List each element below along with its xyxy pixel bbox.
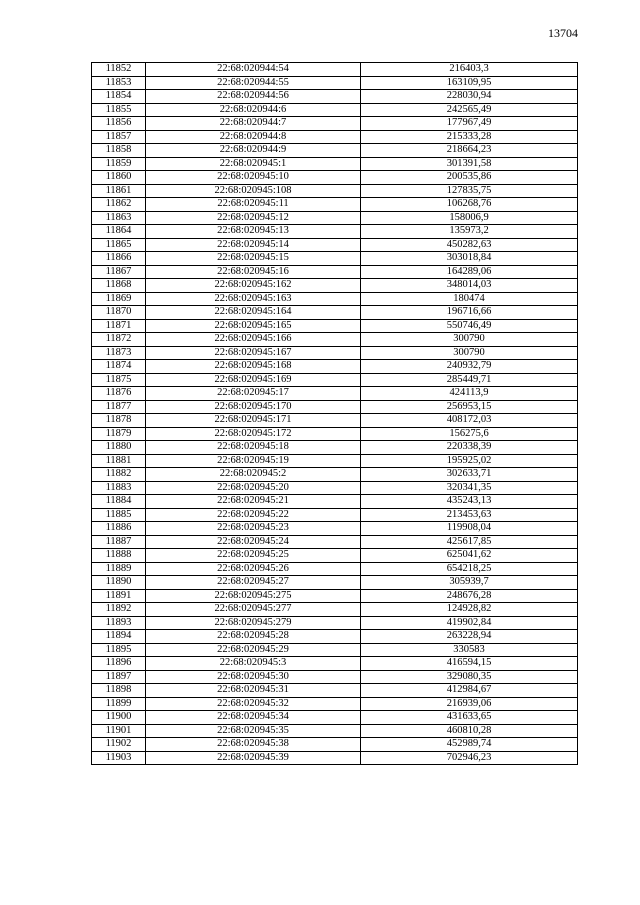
table-row [92,576,578,590]
cadastral-value-cell: 124928,82 [361,603,578,617]
cadastral-number-cell: 22:68:020945:164 [146,306,361,320]
row-number-cell: 11871 [92,319,146,333]
row-number-cell: 11860 [92,171,146,185]
row-number-cell: 11855 [92,103,146,117]
cadastral-value-cell: 127835,75 [361,184,578,198]
row-number-cell: 11896 [92,657,146,671]
cadastral-value-cell: 263228,94 [361,630,578,644]
row-number-cell: 11875 [92,373,146,387]
table-row [92,252,578,266]
cadastral-number-cell: 22:68:020945:39 [146,751,361,765]
cadastral-number-cell: 22:68:020945:171 [146,414,361,428]
cadastral-number-cell: 22:68:020945:170 [146,400,361,414]
cadastral-value-cell: 215333,28 [361,130,578,144]
table-row [92,157,578,171]
cadastral-number-cell: 22:68:020945:34 [146,711,361,725]
table-row [92,265,578,279]
cadastral-value-cell: 213453,63 [361,508,578,522]
cadastral-number-cell: 22:68:020945:172 [146,427,361,441]
table-row [92,535,578,549]
table-row [92,225,578,239]
table-row [92,657,578,671]
row-number-cell: 11887 [92,535,146,549]
cadastral-value-cell: 196716,66 [361,306,578,320]
row-number-cell: 11852 [92,63,146,77]
cadastral-value-cell: 329080,35 [361,670,578,684]
row-number-cell: 11900 [92,711,146,725]
cadastral-number-cell: 22:68:020945:165 [146,319,361,333]
row-number-cell: 11853 [92,76,146,90]
cadastral-number-cell: 22:68:020945:16 [146,265,361,279]
table-row [92,292,578,306]
cadastral-value-cell: 158006,9 [361,211,578,225]
table-row [92,360,578,374]
row-number-cell: 11884 [92,495,146,509]
cadastral-value-cell: 419902,84 [361,616,578,630]
row-number-cell: 11877 [92,400,146,414]
cadastral-number-cell: 22:68:020945:2 [146,468,361,482]
table-row [92,670,578,684]
cadastral-value-cell: 625041,62 [361,549,578,563]
cadastral-number-cell: 22:68:020944:7 [146,117,361,131]
cadastral-value-cell: 301391,58 [361,157,578,171]
table-row [92,481,578,495]
cadastral-value-cell: 412984,67 [361,684,578,698]
cadastral-value-cell: 305939,7 [361,576,578,590]
cadastral-value-cell: 164289,06 [361,265,578,279]
table-row [92,198,578,212]
cadastral-value-cell: 240932,79 [361,360,578,374]
cadastral-value-cell: 180474 [361,292,578,306]
cadastral-number-cell: 22:68:020945:28 [146,630,361,644]
row-number-cell: 11889 [92,562,146,576]
row-number-cell: 11903 [92,751,146,765]
row-number-cell: 11902 [92,738,146,752]
cadastral-value-cell: 460810,28 [361,724,578,738]
cadastral-value-cell: 320341,35 [361,481,578,495]
cadastral-value-cell: 452989,74 [361,738,578,752]
cadastral-value-cell: 248676,28 [361,589,578,603]
cadastral-number-cell: 22:68:020945:24 [146,535,361,549]
row-number-cell: 11878 [92,414,146,428]
row-number-cell: 11892 [92,603,146,617]
row-number-cell: 11865 [92,238,146,252]
row-number-cell: 11876 [92,387,146,401]
cadastral-number-cell: 22:68:020945:15 [146,252,361,266]
row-number-cell: 11861 [92,184,146,198]
row-number-cell: 11856 [92,117,146,131]
cadastral-value-cell: 106268,76 [361,198,578,212]
table-row [92,495,578,509]
cadastral-number-cell: 22:68:020945:30 [146,670,361,684]
table-row [92,373,578,387]
table-row [92,387,578,401]
table-row [92,630,578,644]
row-number-cell: 11869 [92,292,146,306]
cadastral-number-cell: 22:68:020945:166 [146,333,361,347]
cadastral-number-cell: 22:68:020945:19 [146,454,361,468]
table-row [92,211,578,225]
cadastral-value-cell: 135973,2 [361,225,578,239]
row-number-cell: 11872 [92,333,146,347]
row-number-cell: 11873 [92,346,146,360]
cadastral-value-cell: 330583 [361,643,578,657]
table-row [92,63,578,77]
row-number-cell: 11866 [92,252,146,266]
cadastral-value-cell: 216403,3 [361,63,578,77]
table-row [92,103,578,117]
table-row [92,306,578,320]
cadastral-value-table [91,62,578,765]
cadastral-value-cell: 216939,06 [361,697,578,711]
cadastral-value-cell: 228030,94 [361,90,578,104]
row-number-cell: 11881 [92,454,146,468]
cadastral-value-cell: 302633,71 [361,468,578,482]
cadastral-number-cell: 22:68:020945:17 [146,387,361,401]
table-row [92,400,578,414]
cadastral-number-cell: 22:68:020945:14 [146,238,361,252]
table-row [92,117,578,131]
cadastral-value-cell: 654218,25 [361,562,578,576]
row-number-cell: 11886 [92,522,146,536]
row-number-cell: 11890 [92,576,146,590]
cadastral-number-cell: 22:68:020945:32 [146,697,361,711]
cadastral-number-cell: 22:68:020945:27 [146,576,361,590]
row-number-cell: 11888 [92,549,146,563]
cadastral-value-cell: 200535,86 [361,171,578,185]
row-number-cell: 11867 [92,265,146,279]
cadastral-value-cell: 220338,39 [361,441,578,455]
cadastral-value-cell: 156275,6 [361,427,578,441]
table-row [92,684,578,698]
row-number-cell: 11885 [92,508,146,522]
row-number-cell: 11864 [92,225,146,239]
cadastral-value-cell: 218664,23 [361,144,578,158]
row-number-cell: 11893 [92,616,146,630]
table-row [92,279,578,293]
table-row [92,643,578,657]
row-number-cell: 11857 [92,130,146,144]
cadastral-number-cell: 22:68:020945:108 [146,184,361,198]
cadastral-value-cell: 416594,15 [361,657,578,671]
cadastral-number-cell: 22:68:020944:54 [146,63,361,77]
cadastral-number-cell: 22:68:020945:21 [146,495,361,509]
row-number-cell: 11854 [92,90,146,104]
row-number-cell: 11868 [92,279,146,293]
table-row [92,130,578,144]
row-number-cell: 11863 [92,211,146,225]
cadastral-number-cell: 22:68:020944:6 [146,103,361,117]
cadastral-value-cell: 300790 [361,333,578,347]
table-row [92,603,578,617]
table-row [92,522,578,536]
cadastral-value-cell: 550746,49 [361,319,578,333]
cadastral-number-cell: 22:68:020945:31 [146,684,361,698]
row-number-cell: 11898 [92,684,146,698]
cadastral-number-cell: 22:68:020945:20 [146,481,361,495]
cadastral-number-cell: 22:68:020945:3 [146,657,361,671]
cadastral-value-cell: 303018,84 [361,252,578,266]
cadastral-number-cell: 22:68:020945:162 [146,279,361,293]
row-number-cell: 11883 [92,481,146,495]
cadastral-value-cell: 177967,49 [361,117,578,131]
row-number-cell: 11891 [92,589,146,603]
table-row [92,441,578,455]
table-row [92,76,578,90]
cadastral-value-cell: 424113,9 [361,387,578,401]
cadastral-value-cell: 431633,65 [361,711,578,725]
cadastral-value-cell: 163109,95 [361,76,578,90]
cadastral-number-cell: 22:68:020945:38 [146,738,361,752]
table-row [92,697,578,711]
cadastral-number-cell: 22:68:020945:279 [146,616,361,630]
table-row [92,738,578,752]
row-number-cell: 11882 [92,468,146,482]
cadastral-value-cell: 702946,23 [361,751,578,765]
cadastral-number-cell: 22:68:020944:56 [146,90,361,104]
cadastral-number-cell: 22:68:020945:277 [146,603,361,617]
table-row [92,508,578,522]
cadastral-number-cell: 22:68:020945:1 [146,157,361,171]
table-row [92,144,578,158]
table-row [92,333,578,347]
cadastral-number-cell: 22:68:020945:18 [146,441,361,455]
cadastral-value-cell: 242565,49 [361,103,578,117]
cadastral-number-cell: 22:68:020945:275 [146,589,361,603]
cadastral-number-cell: 22:68:020944:55 [146,76,361,90]
table-row [92,562,578,576]
cadastral-value-cell: 408172,03 [361,414,578,428]
row-number-cell: 11901 [92,724,146,738]
cadastral-number-cell: 22:68:020945:10 [146,171,361,185]
cadastral-value-cell: 119908,04 [361,522,578,536]
cadastral-number-cell: 22:68:020945:12 [146,211,361,225]
cadastral-value-cell: 425617,85 [361,535,578,549]
table-row [92,549,578,563]
cadastral-value-cell: 256953,15 [361,400,578,414]
table-row [92,724,578,738]
cadastral-number-cell: 22:68:020945:167 [146,346,361,360]
cadastral-number-cell: 22:68:020945:25 [146,549,361,563]
row-number-cell: 11897 [92,670,146,684]
table-row [92,171,578,185]
cadastral-value-cell: 348014,03 [361,279,578,293]
table-row [92,454,578,468]
row-number-cell: 11862 [92,198,146,212]
row-number-cell: 11899 [92,697,146,711]
row-number-cell: 11879 [92,427,146,441]
row-number-cell: 11874 [92,360,146,374]
cadastral-number-cell: 22:68:020945:29 [146,643,361,657]
cadastral-number-cell: 22:68:020944:9 [146,144,361,158]
table-row [92,468,578,482]
table-row [92,184,578,198]
cadastral-number-cell: 22:68:020945:168 [146,360,361,374]
table-row [92,427,578,441]
table-row [92,414,578,428]
row-number-cell: 11895 [92,643,146,657]
cadastral-number-cell: 22:68:020945:163 [146,292,361,306]
cadastral-number-cell: 22:68:020945:11 [146,198,361,212]
row-number-cell: 11858 [92,144,146,158]
cadastral-number-cell: 22:68:020945:35 [146,724,361,738]
table-row [92,616,578,630]
table-row [92,346,578,360]
table-row [92,90,578,104]
table-row [92,319,578,333]
cadastral-value-cell: 285449,71 [361,373,578,387]
row-number-cell: 11880 [92,441,146,455]
cadastral-number-cell: 22:68:020945:13 [146,225,361,239]
table-row [92,751,578,765]
cadastral-number-cell: 22:68:020944:8 [146,130,361,144]
cadastral-number-cell: 22:68:020945:22 [146,508,361,522]
cadastral-value-cell: 450282,63 [361,238,578,252]
cadastral-value-cell: 435243,13 [361,495,578,509]
table-row [92,711,578,725]
table-row [92,589,578,603]
cadastral-value-cell: 300790 [361,346,578,360]
cadastral-value-cell: 195925,02 [361,454,578,468]
table-row [92,238,578,252]
row-number-cell: 11859 [92,157,146,171]
cadastral-number-cell: 22:68:020945:26 [146,562,361,576]
table-body [92,63,578,765]
row-number-cell: 11894 [92,630,146,644]
page-number: 13704 [548,26,578,40]
cadastral-number-cell: 22:68:020945:23 [146,522,361,536]
row-number-cell: 11870 [92,306,146,320]
cadastral-number-cell: 22:68:020945:169 [146,373,361,387]
